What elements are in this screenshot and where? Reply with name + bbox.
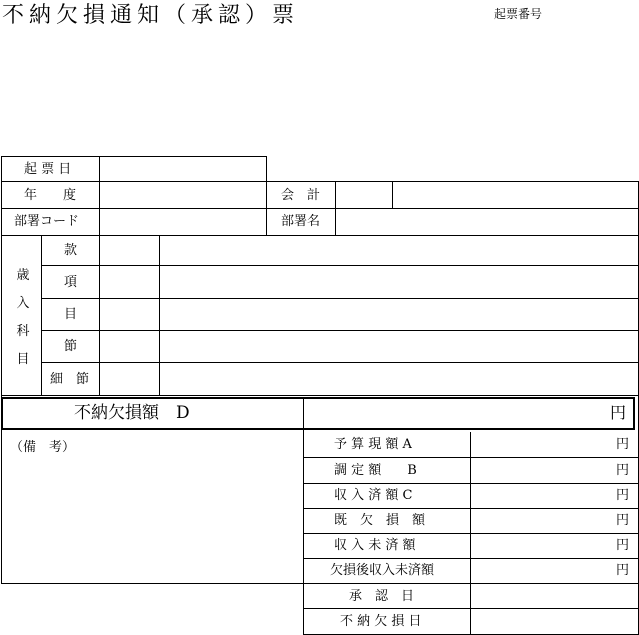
dept-name-label: 部署名: [281, 214, 321, 229]
loss-amount-divider: [303, 398, 304, 430]
fiscal-year-label: 年 度: [24, 188, 77, 203]
moku-label: 目: [64, 307, 78, 322]
setsu-label: 節: [64, 339, 78, 354]
loss-amount-label: 不納欠損額 D: [74, 403, 190, 423]
approval-date-label: 承 認 日: [349, 589, 415, 604]
remarks-label: （備 考）: [10, 440, 76, 455]
dept-code-label: 部署コード: [14, 214, 80, 229]
summary-row-label: 収 入 済 額 C: [334, 488, 413, 503]
summary-row-label: 収 入 未 済 額: [334, 538, 416, 553]
summary-row-label: 調 定 額 B: [334, 463, 417, 478]
summary-row-label: 欠損後収入未済額: [330, 563, 435, 578]
summary-row-unit: 円: [616, 463, 630, 478]
kou-label: 項: [64, 275, 78, 290]
summary-row-unit: 円: [616, 538, 630, 553]
doc-number-label: 起票番号: [494, 7, 543, 21]
loss-amount-unit: 円: [610, 403, 627, 422]
loss-date-label: 不 納 欠 損 日: [340, 614, 422, 629]
saimoku-label: 細 節: [50, 372, 90, 387]
summary-row-label: 予 算 現 額 A: [334, 437, 412, 452]
revenue-subject-label: 歳 入 科 目: [16, 268, 30, 367]
summary-row-unit: 円: [616, 437, 630, 452]
page-title: 不納欠損通知（承認）票: [2, 3, 300, 28]
summary-row-unit: 円: [616, 488, 630, 503]
summary-row-unit: 円: [616, 563, 630, 578]
issue-date-label: 起 票 日: [24, 162, 72, 177]
summary-row-unit: 円: [616, 513, 630, 528]
kan-label: 款: [64, 243, 78, 258]
summary-row-label: 既 欠 損 額: [334, 513, 426, 528]
account-label: 会 計: [281, 188, 321, 203]
